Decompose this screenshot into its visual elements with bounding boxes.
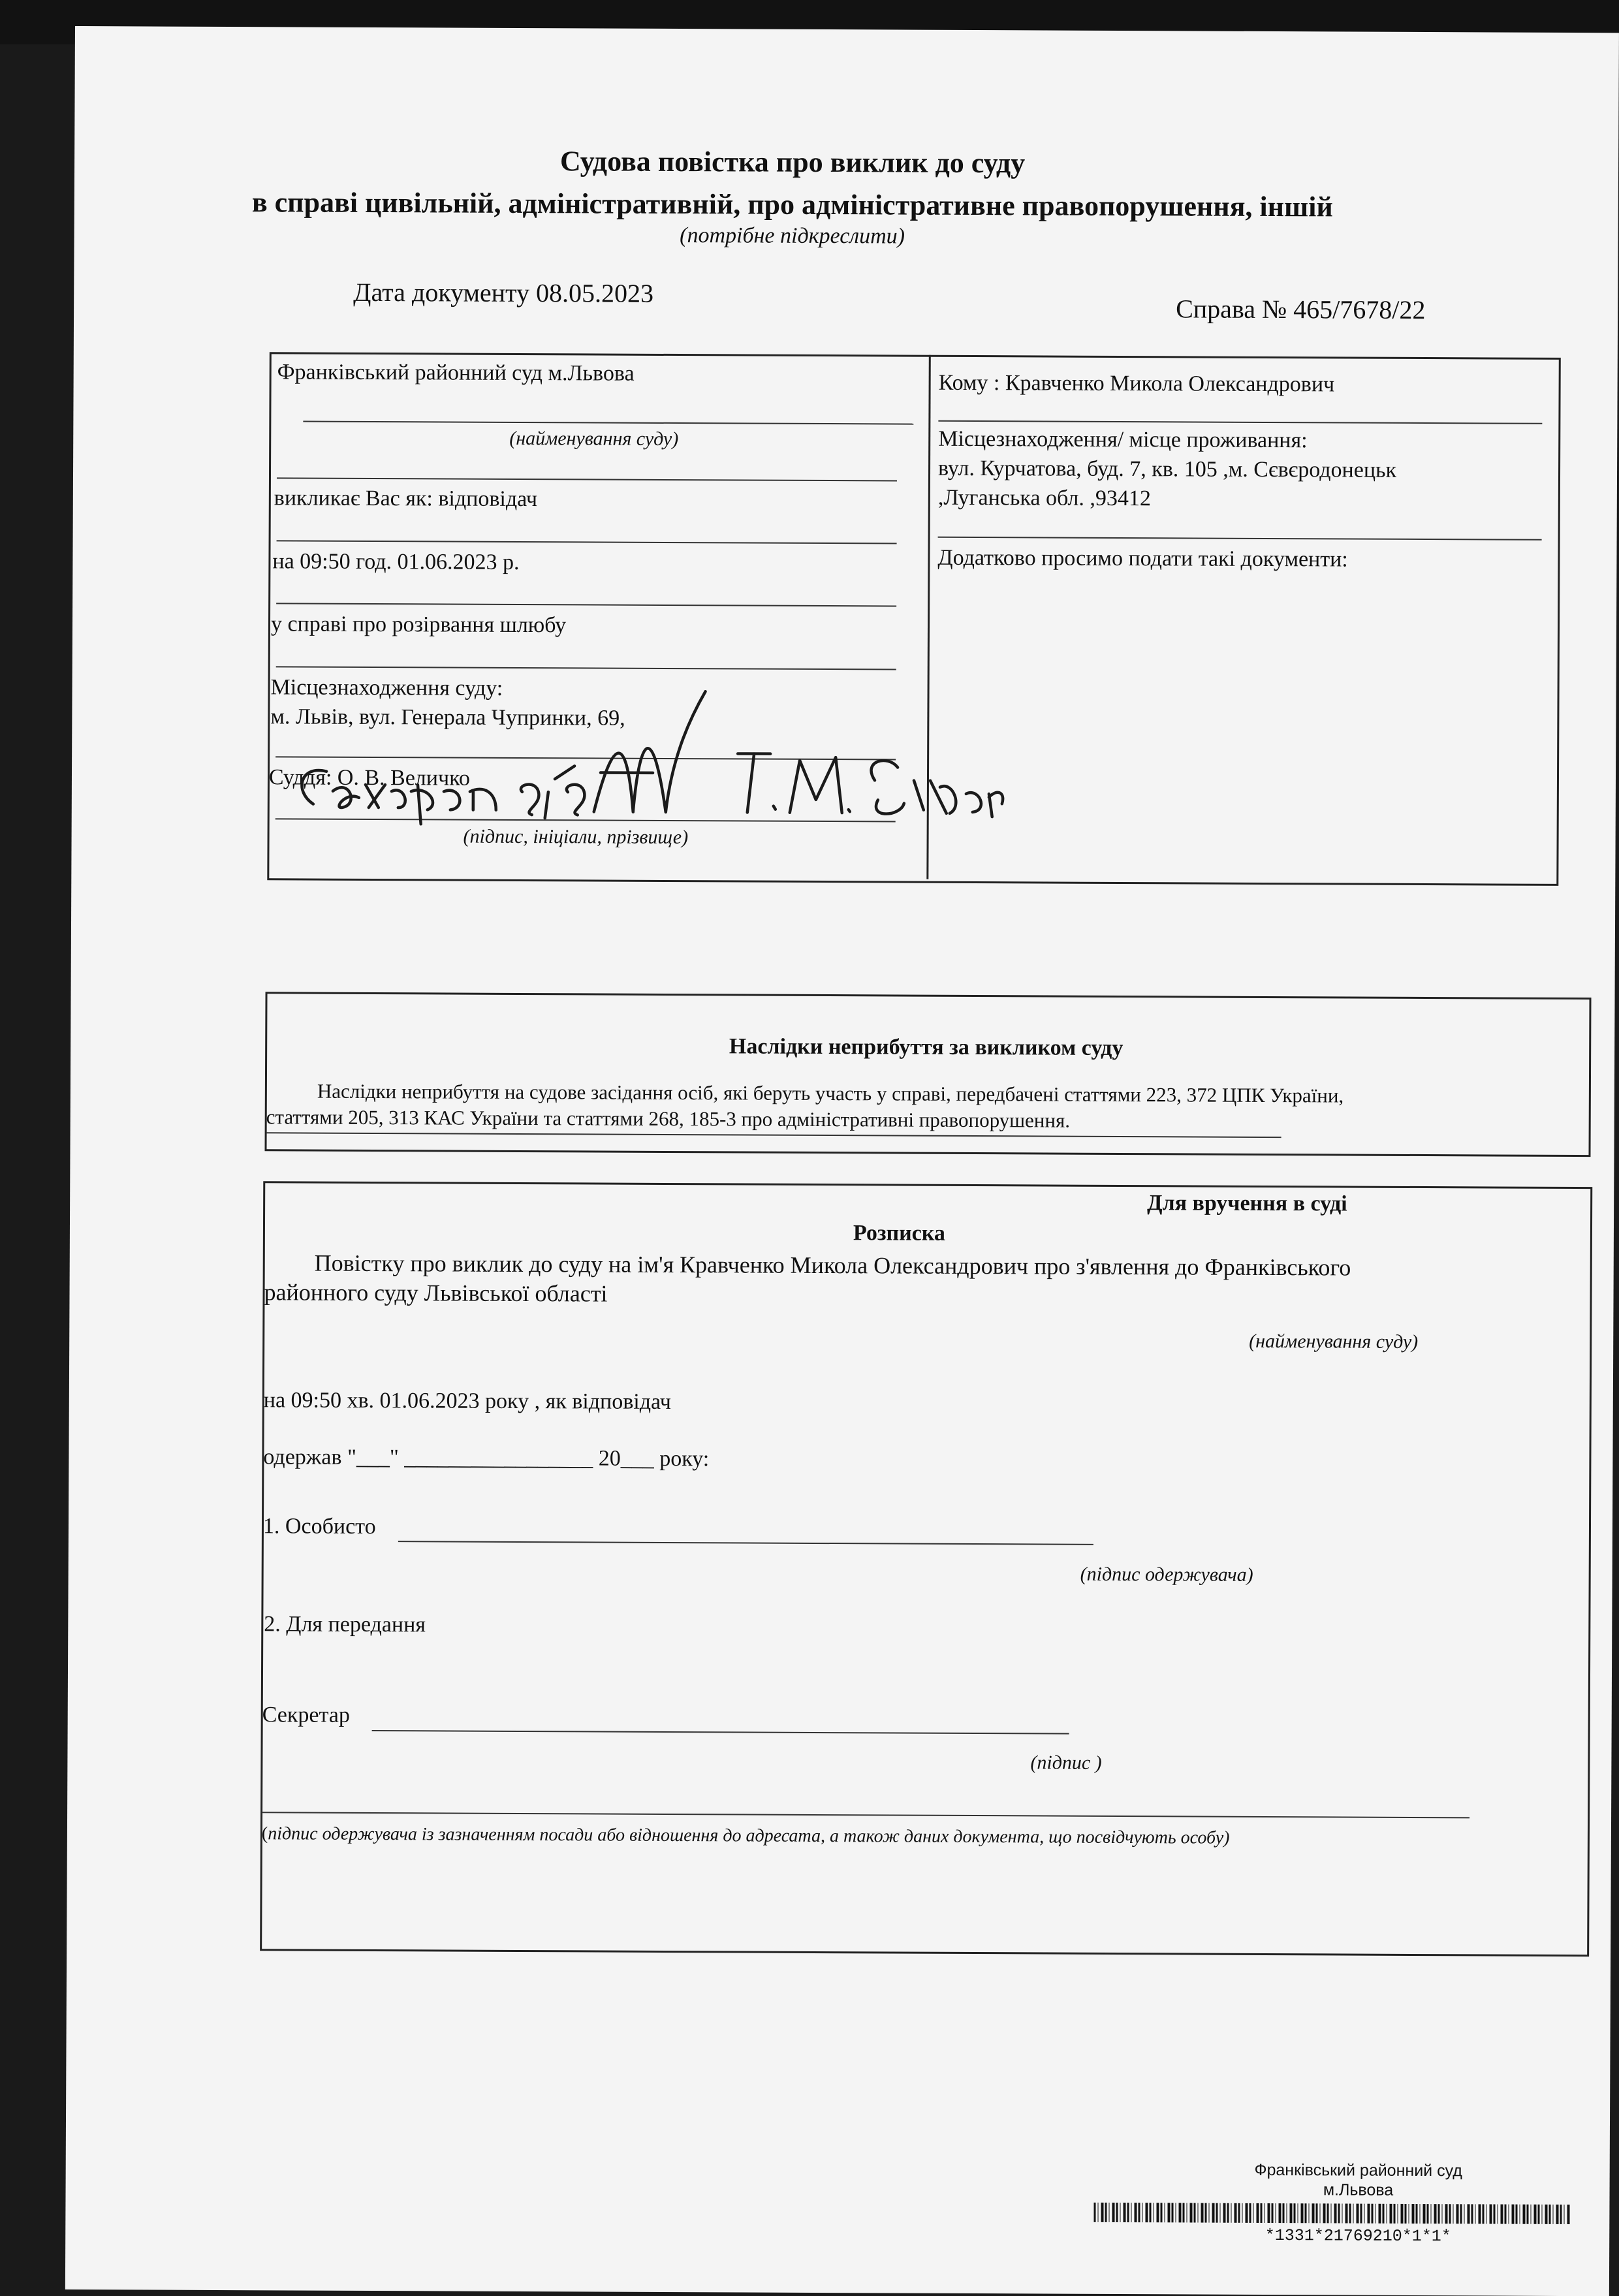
barcode-text: *1331*21769210*1*1*	[1265, 2225, 1451, 2246]
transfer-label: 2. Для передання	[264, 1612, 426, 1637]
bottom-caption-open: (	[261, 1823, 268, 1844]
bottom-caption	[262, 1823, 1230, 1848]
document-title: Судова повістка про виклик до суду	[559, 145, 1026, 180]
case-subject: у справі про розірвання шлюбу	[270, 612, 567, 638]
document-subtitle: в справі цивільній, адміністративній, про адміністративне правопорушення, іншій	[251, 186, 1333, 223]
personal-label: 1. Особисто	[262, 1514, 376, 1539]
case-number: Справа № 465/7678/22	[1176, 294, 1426, 325]
bottom-caption-text: підпис одержувача із зазначенням посади або відношення до адресата, а також даних документа, що посвідчують особу)	[268, 1823, 1230, 1848]
footer-court-line-2: м.Львова	[1323, 2180, 1394, 2199]
consequences-text-line-1: Наслідки неприбуття на судове засідання осіб, які беруть участь у справі, передбачені статтями 223, 372 ЦПК України,	[317, 1079, 1344, 1107]
footer-court-line-1: Франківський районний суд	[1254, 2160, 1462, 2180]
court-name: Франківський районний суд м.Львова	[277, 360, 635, 386]
consequences-text-line-2: статтями 205, 313 КАС України та статтями 268, 185-3 про адміністративні правопорушення.	[266, 1105, 1071, 1132]
title-note: (потрібне підкреслити)	[680, 223, 905, 249]
signature-caption: (підпис, ініціали, прізвище)	[463, 825, 689, 849]
court-location-label: Місцезнаходження суду:	[270, 675, 503, 700]
secretary-label: Секретар	[262, 1703, 350, 1727]
court-name-caption: (найменування суду)	[509, 427, 679, 450]
personal-signature-caption: (підпис одержувача)	[1080, 1563, 1253, 1586]
recipient-name: Кому : Кравченко Микола Олександрович	[938, 370, 1335, 397]
receipt-court-caption: (найменування суду)	[1249, 1330, 1419, 1353]
receipt-title: Розписка	[853, 1221, 945, 1246]
received-date-line: одержав "___" _________________ 20___ року:	[263, 1445, 710, 1471]
address-line-1: вул. Курчатова, буд. 7, кв. 105 ,м. Сєвєродонецьк	[937, 456, 1397, 482]
receipt-line-1: Повістку про виклик до суду на ім'я Кравченко Микола Олександрович про з'явлення до Франківського	[314, 1250, 1351, 1281]
residence-label: Місцезнаходження/ місце проживання:	[938, 426, 1308, 453]
secretary-signature-caption: (підпис )	[1030, 1752, 1102, 1774]
receipt-line-2: районного суду Львівської області	[264, 1279, 608, 1307]
summon-role: викликає Вас як: відповідач	[274, 486, 538, 512]
receipt-time-line: на 09:50 хв. 01.06.2023 року , як відповідач	[263, 1388, 672, 1415]
consequences-box	[264, 992, 1591, 1157]
address-line-2: ,Луганська обл. ,93412	[937, 485, 1152, 511]
court-address: м. Львів, вул. Генерала Чупринки, 69,	[270, 704, 625, 731]
for-court-label: Для вручення в суді	[1147, 1191, 1347, 1216]
extra-documents-label: Додатково просимо подати такі документи:	[937, 545, 1348, 572]
handwritten-signature	[287, 693, 1005, 866]
hearing-time: на 09:50 год. 01.06.2023 р.	[272, 549, 520, 574]
document-date: Дата документу 08.05.2023	[353, 277, 654, 308]
judge-name: Суддя: О. В. Величко	[268, 765, 470, 791]
consequences-title: Наслідки неприбуття за викликом суду	[729, 1034, 1124, 1061]
barcode-image	[1093, 2203, 1570, 2224]
summons-document	[65, 26, 1619, 2296]
